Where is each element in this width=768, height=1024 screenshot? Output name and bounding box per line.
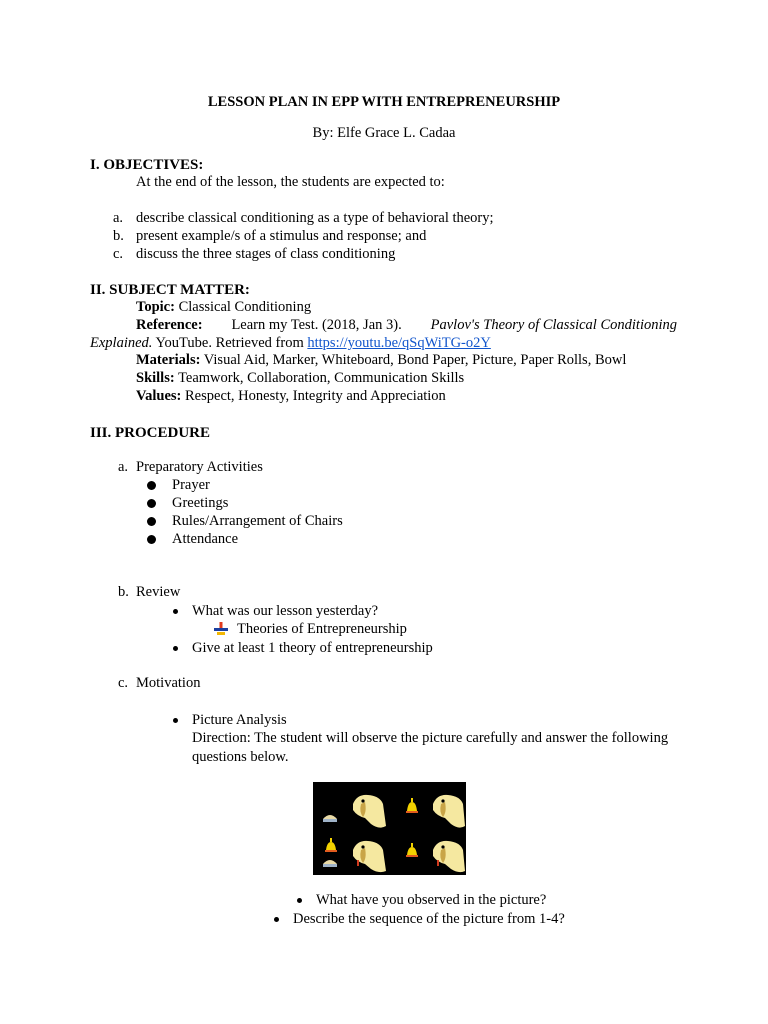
reference-title-part1: Pavlov's Theory of Classical Conditioning — [430, 317, 677, 333]
review-answer-1: Theories of Entrepreneurship — [237, 621, 407, 637]
motivation-label: Motivation — [136, 675, 201, 691]
bullet-icon — [147, 517, 156, 526]
reference-line-2 — [90, 335, 491, 352]
materials-line — [136, 352, 626, 369]
author-line: By: Elfe Grace L. Cadaa — [312, 125, 456, 141]
values-value: Respect, Honesty, Integrity and Appreciation — [185, 388, 446, 404]
materials-label: Materials: — [136, 352, 201, 368]
bullet-icon — [173, 609, 178, 614]
arrow-bullet-icon — [214, 622, 228, 636]
reference-suffix: YouTube. Retrieved from — [155, 335, 304, 351]
motivation-question-1: What have you observed in the picture? — [316, 892, 547, 908]
bullet-icon — [147, 535, 156, 544]
motivation-item: Picture Analysis — [192, 712, 287, 728]
objective-marker-b: b. — [113, 228, 124, 244]
objectives-intro: At the end of the lesson, the students are expected to: — [136, 174, 445, 190]
objective-marker-a: a. — [113, 210, 124, 226]
motivation-direction-line-1: Direction: The student will observe the picture carefully and answer the following — [192, 730, 669, 746]
skills-label: Skills: — [136, 370, 175, 386]
values-line — [136, 388, 446, 405]
bullet-icon — [297, 898, 302, 903]
preparatory-item-rules: Rules/Arrangement of Chairs — [172, 513, 343, 529]
motivation-direction-line-2: questions below. — [192, 749, 289, 765]
review-marker: b. — [118, 584, 129, 600]
values-label: Values: — [136, 388, 182, 404]
bullet-icon — [147, 481, 156, 490]
preparatory-item-attendance: Attendance — [172, 531, 239, 547]
topic-label: Topic: — [136, 299, 175, 315]
preparatory-item-prayer: Prayer — [172, 477, 210, 493]
bullet-icon — [147, 499, 156, 508]
reference-url-link[interactable]: https://youtu.be/qSqWiTG-o2Y — [307, 335, 491, 351]
reference-line-1 — [136, 317, 677, 334]
skills-line — [136, 370, 464, 387]
review-label: Review — [136, 584, 181, 600]
materials-value: Visual Aid, Marker, Whiteboard, Bond Paper, Picture, Paper Rolls, Bowl — [203, 352, 627, 368]
preparatory-marker: a. — [118, 459, 129, 475]
objective-item-c: discuss the three stages of class conditioning — [136, 246, 396, 262]
bullet-icon — [173, 718, 178, 723]
objective-item-b: present example/s of a stimulus and response; and — [136, 228, 427, 244]
bullet-icon — [274, 917, 279, 922]
reference-prefix: Learn my Test. (2018, Jan 3). — [231, 317, 402, 333]
reference-title-part2: Explained. — [90, 335, 153, 351]
skills-value: Teamwork, Collaboration, Communication Skills — [178, 370, 465, 386]
document-title: LESSON PLAN IN EPP WITH ENTREPRENEURSHIP — [207, 94, 561, 110]
preparatory-item-greetings: Greetings — [172, 495, 229, 511]
pavlov-dog-picture — [313, 782, 466, 875]
bullet-icon — [173, 646, 178, 651]
objective-marker-c: c. — [113, 246, 124, 262]
procedure-heading: III. PROCEDURE — [90, 425, 211, 441]
reference-label: Reference: — [136, 317, 203, 333]
topic-value: Classical Conditioning — [178, 299, 312, 315]
motivation-marker: c. — [118, 675, 129, 691]
objective-item-a: describe classical conditioning as a type of behavioral theory; — [136, 210, 494, 226]
review-question-2: Give at least 1 theory of entrepreneurship — [192, 640, 433, 656]
preparatory-label: Preparatory Activities — [136, 459, 263, 475]
topic-line — [136, 299, 311, 316]
motivation-question-2: Describe the sequence of the picture from 1-4? — [293, 911, 565, 927]
objectives-heading: I. OBJECTIVES: — [90, 157, 204, 173]
review-question-1: What was our lesson yesterday? — [192, 603, 379, 619]
subject-matter-heading: II. SUBJECT MATTER: — [90, 282, 250, 298]
